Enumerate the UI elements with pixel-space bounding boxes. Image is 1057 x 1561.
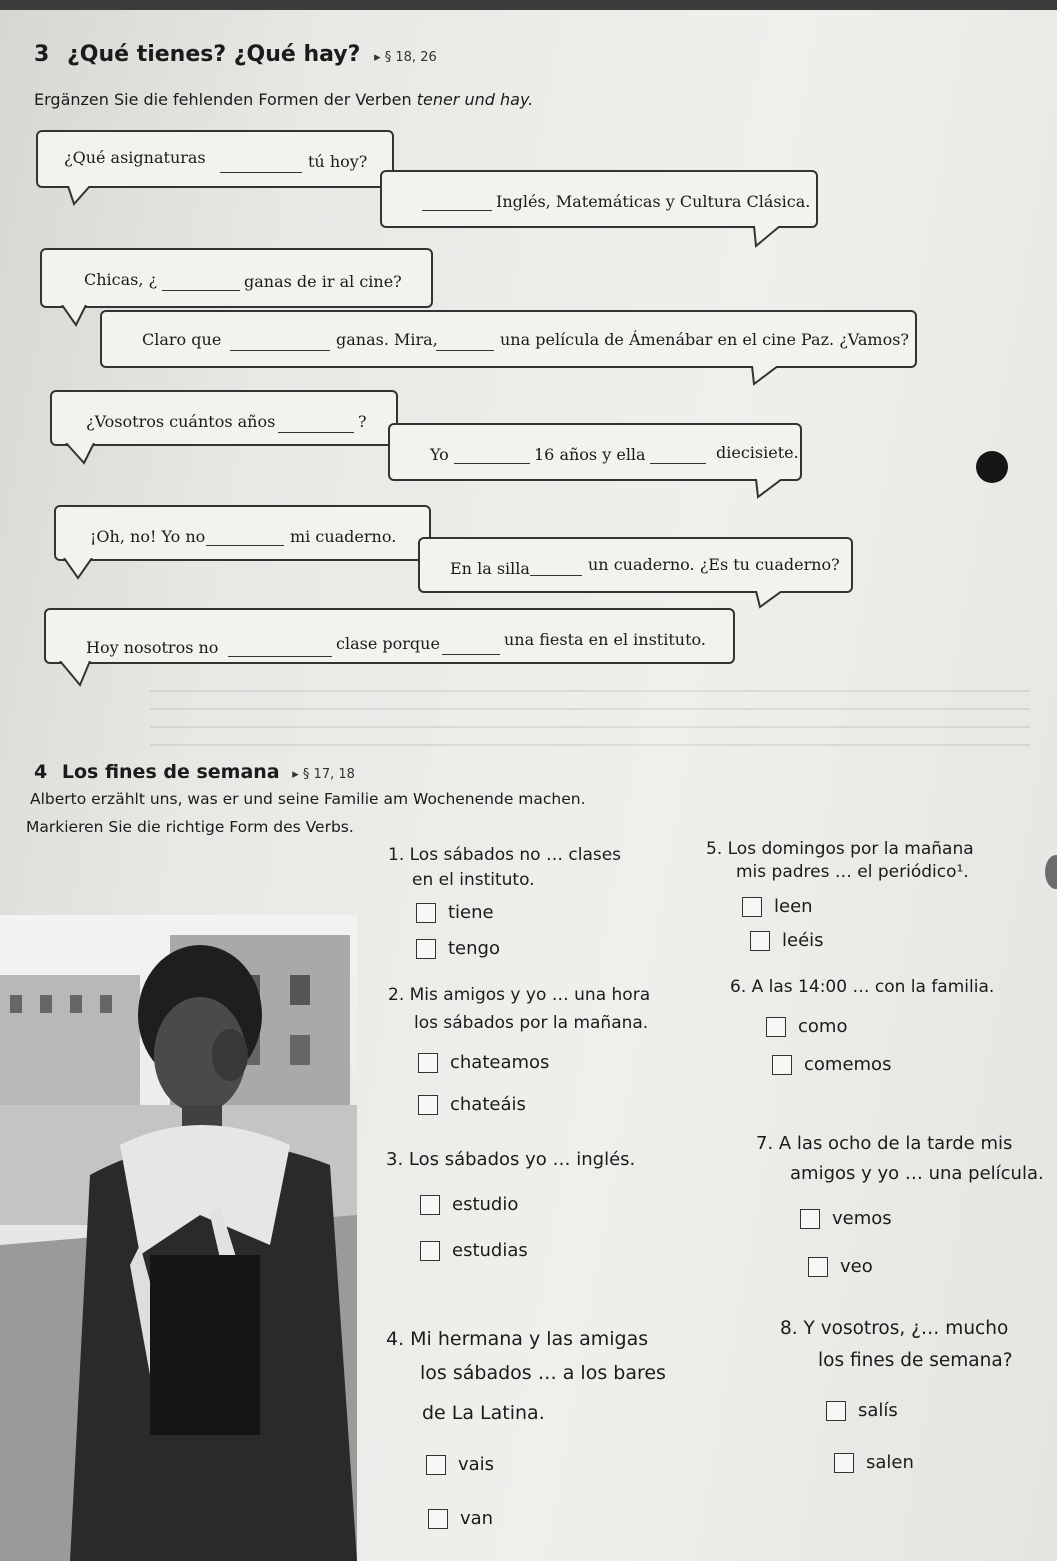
exercise-3-heading <box>34 42 437 67</box>
speech-bubble-1 <box>36 130 394 188</box>
option-label: van <box>460 1508 494 1529</box>
checkbox[interactable] <box>418 1053 438 1073</box>
bubble-text: tú hoy? <box>308 152 368 171</box>
option-label: chateamos <box>450 1052 550 1073</box>
photo-boy-on-phone <box>0 915 357 1561</box>
bubble-text: clase porque <box>336 634 440 653</box>
answer-blank[interactable] <box>422 210 492 211</box>
answer-blank[interactable] <box>206 545 284 546</box>
option-label: estudio <box>452 1194 519 1215</box>
speech-bubble-7 <box>54 505 431 561</box>
bubble-tail <box>752 591 792 611</box>
item-8-option-2[interactable] <box>834 1452 914 1473</box>
speech-bubble-8 <box>418 537 853 593</box>
item-5-option-1[interactable] <box>742 896 813 917</box>
option-label: salen <box>866 1452 914 1473</box>
item-2-option-2[interactable] <box>418 1094 526 1115</box>
item-5-line1: 5. Los domingos por la mañana <box>706 839 974 859</box>
checkbox[interactable] <box>420 1241 440 1261</box>
checkbox[interactable] <box>808 1257 828 1277</box>
bubble-text: ganas. Mira, <box>336 330 438 349</box>
binder-hole <box>976 451 1008 483</box>
show-through-text <box>150 690 1030 760</box>
bubble-text: Hoy nosotros no <box>86 638 219 657</box>
bubble-tail <box>60 558 100 582</box>
item-6-line1: 6. A las 14:00 … con la familia. <box>730 977 995 997</box>
bubble-text: ¿Vosotros cuántos años <box>86 412 276 431</box>
answer-blank[interactable] <box>230 350 330 351</box>
instruction-text: Ergänzen Sie die fehlenden Formen der Verben <box>34 90 417 109</box>
option-label: tengo <box>448 938 500 959</box>
instruction-verbs: tener und hay. <box>416 90 534 109</box>
bubble-text: un cuaderno. ¿Es tu cuaderno? <box>588 555 840 574</box>
exercise-4-instruction-2: Markieren Sie die richtige Form des Verbs. <box>26 818 354 836</box>
item-4-line2: los sábados … a los bares <box>420 1362 666 1384</box>
speech-bubble-3 <box>40 248 433 308</box>
checkbox[interactable] <box>766 1017 786 1037</box>
answer-blank[interactable] <box>442 654 500 655</box>
exercise-4-title: Los fines de semana <box>61 761 280 783</box>
bubble-text: Yo <box>430 445 449 464</box>
answer-blank[interactable] <box>650 463 706 464</box>
bubble-text: ? <box>358 412 367 431</box>
bubble-text: 16 años y ella <box>534 445 646 464</box>
item-1-line2: en el instituto. <box>412 870 535 890</box>
bubble-text: Claro que <box>142 330 222 349</box>
bubble-tail <box>752 479 792 501</box>
exercise-3-ref: ▸ § 18, 26 <box>374 50 437 65</box>
item-1-option-1[interactable] <box>416 902 494 923</box>
item-8-line2: los fines de semana? <box>818 1350 1013 1371</box>
speech-bubble-2 <box>380 170 818 228</box>
item-3-option-1[interactable] <box>420 1194 518 1215</box>
bubble-text: ¡Oh, no! Yo no <box>90 527 206 546</box>
bubble-text: ¿Qué asignaturas <box>64 148 206 167</box>
item-4-line3: de La Latina. <box>422 1402 545 1424</box>
exercise-3-number: 3 <box>34 42 50 67</box>
item-2-option-1[interactable] <box>418 1052 549 1073</box>
option-label: salís <box>858 1400 898 1421</box>
item-7-option-1[interactable] <box>800 1208 892 1229</box>
speech-bubble-9 <box>44 608 735 664</box>
option-label: veo <box>840 1256 873 1277</box>
option-label: comemos <box>804 1054 892 1075</box>
item-1-line1: 1. Los sábados no … clases <box>388 845 622 865</box>
checkbox[interactable] <box>742 897 762 917</box>
option-label: vais <box>458 1454 495 1475</box>
item-2-line1: 2. Mis amigos y yo … una hora <box>388 985 651 1005</box>
item-8-option-1[interactable] <box>826 1400 898 1421</box>
item-1-option-2[interactable] <box>416 938 500 959</box>
exercise-4-number: 4 <box>34 761 48 783</box>
item-7-option-2[interactable] <box>808 1256 873 1277</box>
answer-blank[interactable] <box>436 350 494 351</box>
option-label: leéis <box>782 930 824 951</box>
option-label: chateáis <box>450 1094 526 1115</box>
exercise-4-heading <box>34 761 355 783</box>
top-edge <box>0 0 1057 10</box>
answer-blank[interactable] <box>228 656 332 657</box>
checkbox[interactable] <box>750 931 770 951</box>
item-8-line1: 8. Y vosotros, ¿… mucho <box>780 1318 1009 1339</box>
checkbox[interactable] <box>826 1401 846 1421</box>
speech-bubble-4 <box>100 310 917 368</box>
bubble-text: Chicas, ¿ <box>84 270 158 289</box>
checkbox[interactable] <box>772 1055 792 1075</box>
checkbox[interactable] <box>416 939 436 959</box>
checkbox[interactable] <box>418 1095 438 1115</box>
bubble-tail <box>60 186 100 208</box>
item-2-line2: los sábados por la mañana. <box>414 1013 649 1033</box>
checkbox[interactable] <box>416 903 436 923</box>
exercise-3-title: ¿Qué tienes? ¿Qué hay? <box>66 42 361 67</box>
bubble-tail <box>54 305 94 329</box>
checkbox[interactable] <box>426 1455 446 1475</box>
exercise-4-instruction-1: Alberto erzählt uns, was er und seine Familie am Wochenende machen. <box>30 790 586 808</box>
item-3-option-2[interactable] <box>420 1240 528 1261</box>
item-7-line1: 7. A las ocho de la tarde mis <box>756 1133 1013 1154</box>
bubble-text: una película de Ámenábar en el cine Paz. ¿Vamos? <box>500 330 909 349</box>
bubble-text: En la silla <box>450 559 530 578</box>
bubble-text: Inglés, Matemáticas y Cultura Clásica. <box>496 192 811 211</box>
item-4-line1: 4. Mi hermana y las amigas <box>386 1328 649 1350</box>
bubble-text: mi cuaderno. <box>290 527 397 546</box>
checkbox[interactable] <box>428 1509 448 1529</box>
bubble-tail <box>748 366 788 388</box>
answer-blank[interactable] <box>454 463 530 464</box>
exercise-3-instruction <box>34 90 533 109</box>
item-6-option-2[interactable] <box>772 1054 891 1075</box>
item-6-option-1[interactable] <box>766 1016 847 1037</box>
bubble-tail <box>750 226 790 250</box>
option-label: estudias <box>452 1240 528 1261</box>
item-5-line2: mis padres … el periódico¹. <box>736 862 969 882</box>
item-5-option-2[interactable] <box>750 930 824 951</box>
bubble-text: una fiesta en el instituto. <box>504 630 706 649</box>
bubble-tail <box>56 661 96 689</box>
bubble-tail <box>62 443 102 467</box>
checkbox[interactable] <box>834 1453 854 1473</box>
item-7-line2: amigos y yo … una película. <box>790 1163 1044 1184</box>
speech-bubble-6 <box>388 423 802 481</box>
item-3-line1: 3. Los sábados yo … inglés. <box>386 1149 636 1170</box>
answer-blank[interactable] <box>162 290 240 291</box>
item-4-option-2[interactable] <box>428 1508 493 1529</box>
checkbox[interactable] <box>800 1209 820 1229</box>
option-label: tiene <box>448 902 494 923</box>
exercise-4-ref: ▸ § 17, 18 <box>292 767 355 782</box>
answer-blank[interactable] <box>278 432 354 433</box>
option-label: leen <box>774 896 813 917</box>
binder-hole <box>1045 855 1057 889</box>
item-4-option-1[interactable] <box>426 1454 494 1475</box>
bubble-text: diecisiete. <box>716 443 799 462</box>
bubble-text: ganas de ir al cine? <box>244 272 402 291</box>
answer-blank[interactable] <box>220 172 302 173</box>
option-label: vemos <box>832 1208 892 1229</box>
checkbox[interactable] <box>420 1195 440 1215</box>
speech-bubble-5 <box>50 390 398 446</box>
option-label: como <box>798 1016 848 1037</box>
answer-blank[interactable] <box>530 575 582 576</box>
